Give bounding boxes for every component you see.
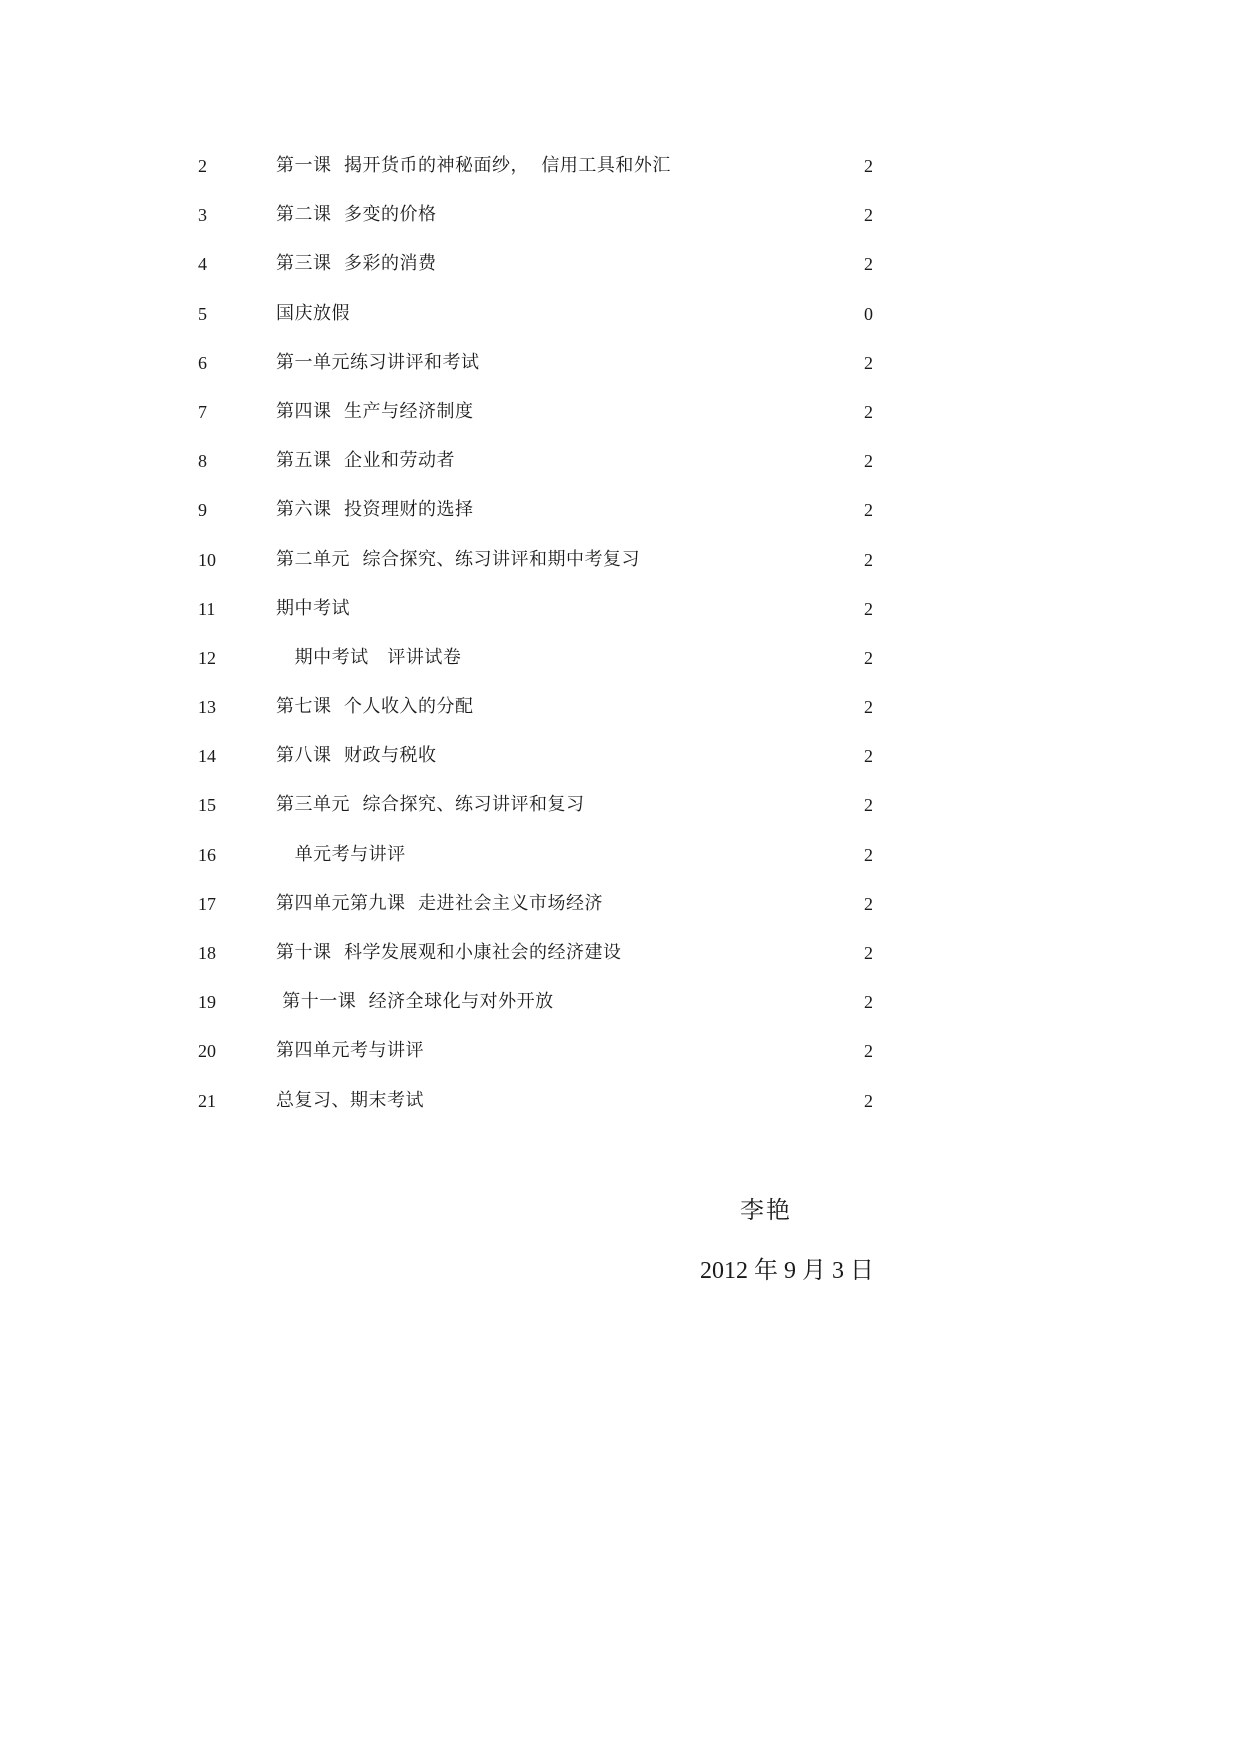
author-name: 李艳 (740, 1196, 792, 1224)
schedule-row (198, 942, 888, 991)
schedule-row (198, 991, 888, 1040)
week-number: 19 (198, 992, 216, 1013)
week-number: 21 (198, 1090, 216, 1111)
lesson-topic: 第十课 科学发展观和小康社会的经济建设 (276, 942, 622, 963)
week-number: 9 (198, 500, 207, 521)
week-number: 10 (198, 549, 216, 570)
lesson-topic: 第三单元 综合探究、练习讲评和复习 (276, 794, 585, 816)
lesson-topic: 单元考与讲评 (276, 843, 406, 865)
week-number: 8 (198, 451, 207, 472)
schedule-row (198, 598, 888, 647)
class-hours: 2 (864, 697, 873, 718)
class-hours: 0 (864, 303, 873, 324)
week-number: 2 (198, 156, 207, 176)
week-number: 7 (198, 401, 207, 422)
lesson-topic: 期中考试 (276, 597, 350, 619)
schedule-row (198, 155, 888, 204)
lesson-topic: 总复习、期末考试 (276, 1089, 424, 1111)
lesson-topic: 第五课 企业和劳动者 (276, 450, 455, 472)
schedule-row (198, 647, 888, 696)
class-hours: 2 (864, 598, 873, 619)
lesson-topic: 第四课 生产与经济制度 (276, 400, 474, 422)
lesson-topic: 第二课 多变的价格 (276, 204, 437, 226)
schedule-row (198, 450, 888, 499)
class-hours: 2 (864, 992, 873, 1013)
week-number: 3 (198, 205, 207, 226)
schedule-row (198, 499, 888, 548)
class-hours: 2 (864, 943, 873, 963)
class-hours: 2 (864, 156, 873, 176)
week-number: 6 (198, 352, 207, 373)
lesson-topic: 第三课 多彩的消费 (276, 253, 437, 275)
lesson-topic: 第六课 投资理财的选择 (276, 499, 474, 521)
schedule-row (198, 1090, 888, 1139)
lesson-topic: 第二单元 综合探究、练习讲评和期中考复习 (276, 548, 640, 570)
week-number: 5 (198, 303, 207, 324)
schedule-row (198, 745, 888, 794)
lesson-topic: 第四单元考与讲评 (276, 1040, 424, 1062)
signature-date: 2012 年 9 月 3 日 (700, 1258, 874, 1284)
schedule-row (198, 303, 888, 352)
lesson-topic: 第四单元第九课 走进社会主义市场经济 (276, 892, 603, 914)
class-hours: 2 (864, 451, 873, 472)
schedule-row (198, 549, 888, 598)
class-hours: 2 (864, 647, 873, 668)
week-number: 4 (198, 254, 207, 275)
lesson-topic: 第七课 个人收入的分配 (276, 696, 474, 718)
teaching-schedule (198, 155, 888, 1139)
schedule-row (198, 401, 888, 450)
class-hours: 2 (864, 844, 873, 865)
week-number: 11 (198, 598, 216, 619)
class-hours: 2 (864, 352, 873, 373)
lesson-topic: 国庆放假 (276, 302, 350, 324)
schedule-row (198, 352, 888, 401)
lesson-topic: 期中考试 评讲试卷 (276, 646, 462, 668)
class-hours: 2 (864, 893, 873, 914)
class-hours: 2 (864, 500, 873, 521)
class-hours: 2 (864, 1041, 873, 1062)
class-hours: 2 (864, 1090, 873, 1111)
lesson-topic: 第八课 财政与税收 (276, 745, 437, 767)
lesson-topic: 第一单元练习讲评和考试 (276, 351, 480, 373)
schedule-row (198, 253, 888, 302)
schedule-row (198, 204, 888, 253)
week-number: 20 (198, 1041, 216, 1062)
week-number: 16 (198, 844, 216, 865)
class-hours: 2 (864, 401, 873, 422)
week-number: 18 (198, 943, 216, 963)
week-number: 14 (198, 746, 216, 767)
lesson-topic: 第十一课 经济全球化与对外开放 (276, 991, 554, 1013)
schedule-row (198, 696, 888, 745)
class-hours: 2 (864, 795, 873, 816)
schedule-row (198, 794, 888, 843)
class-hours: 2 (864, 254, 873, 275)
week-number: 12 (198, 647, 216, 668)
week-number: 17 (198, 893, 216, 914)
class-hours: 2 (864, 549, 873, 570)
schedule-row (198, 893, 888, 942)
week-number: 13 (198, 697, 216, 718)
class-hours: 2 (864, 746, 873, 767)
class-hours: 2 (864, 205, 873, 226)
week-number: 15 (198, 795, 216, 816)
schedule-row (198, 1040, 888, 1089)
schedule-row (198, 844, 888, 893)
lesson-topic: 第一课 揭开货币的神秘面纱， 信用工具和外汇 (276, 155, 671, 176)
